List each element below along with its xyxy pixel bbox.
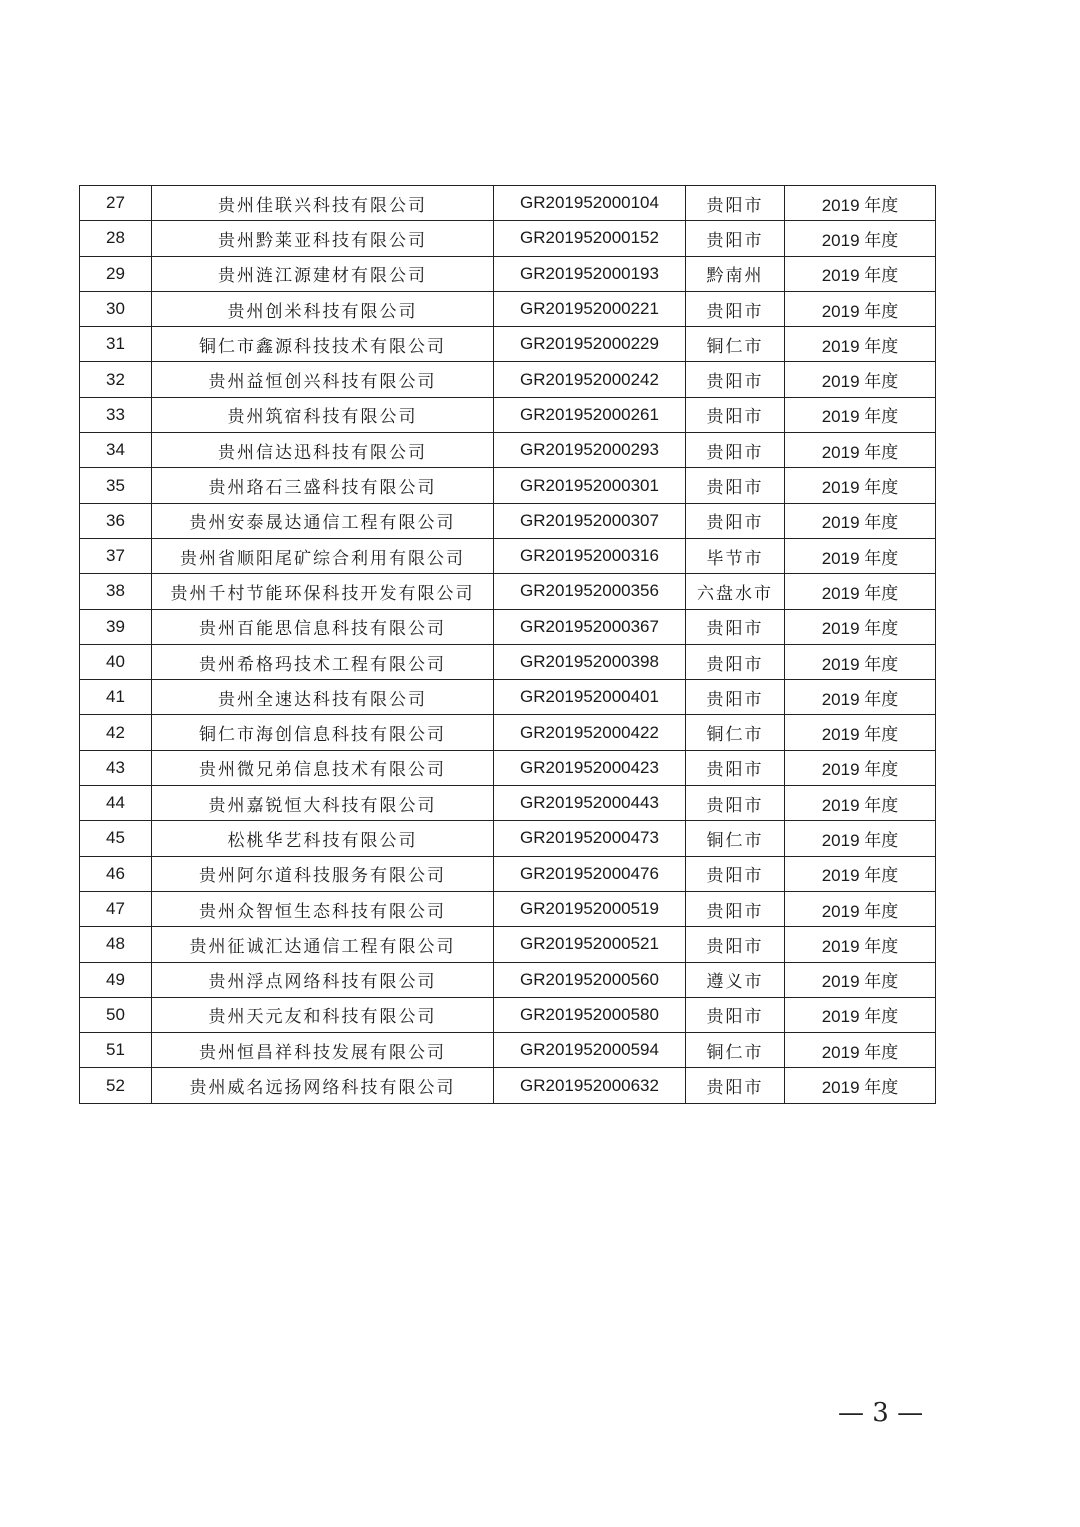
row-number-cell: 49 (80, 962, 152, 997)
table-row (80, 856, 936, 891)
year-cell: 2019 年度 (785, 891, 936, 926)
table-row (80, 186, 936, 221)
year-cell: 2019 年度 (785, 538, 936, 573)
year-cell: 2019 年度 (785, 1033, 936, 1068)
city-cell: 毕节市 (686, 538, 785, 573)
certificate-code-cell: GR201952000473 (494, 821, 686, 856)
table-row (80, 503, 936, 538)
company-table (79, 185, 936, 1104)
year-cell: 2019 年度 (785, 327, 936, 362)
company-name-cell: 贵州希格玛技术工程有限公司 (152, 644, 494, 679)
company-name-cell: 贵州天元友和科技有限公司 (152, 997, 494, 1032)
company-name-cell: 贵州恒昌祥科技发展有限公司 (152, 1033, 494, 1068)
company-name-cell: 贵州微兄弟信息技术有限公司 (152, 750, 494, 785)
year-cell: 2019 年度 (785, 962, 936, 997)
city-cell: 贵阳市 (686, 786, 785, 821)
year-cell: 2019 年度 (785, 750, 936, 785)
year-cell: 2019 年度 (785, 644, 936, 679)
certificate-code-cell: GR201952000242 (494, 362, 686, 397)
city-cell: 铜仁市 (686, 821, 785, 856)
certificate-code-cell: GR201952000261 (494, 397, 686, 432)
certificate-code-cell: GR201952000423 (494, 750, 686, 785)
row-number-cell: 50 (80, 997, 152, 1032)
company-name-cell: 贵州信达迅科技有限公司 (152, 433, 494, 468)
company-name-cell: 贵州众智恒生态科技有限公司 (152, 891, 494, 926)
table-row (80, 291, 936, 326)
table-row (80, 891, 936, 926)
row-number-cell: 27 (80, 186, 152, 221)
certificate-code-cell: GR201952000356 (494, 574, 686, 609)
company-table-body (80, 186, 936, 1104)
table-row (80, 715, 936, 750)
table-row (80, 786, 936, 821)
city-cell: 贵阳市 (686, 927, 785, 962)
year-cell: 2019 年度 (785, 362, 936, 397)
row-number-cell: 33 (80, 397, 152, 432)
year-cell: 2019 年度 (785, 186, 936, 221)
certificate-code-cell: GR201952000398 (494, 644, 686, 679)
city-cell: 贵阳市 (686, 644, 785, 679)
table-row (80, 821, 936, 856)
city-cell: 贵阳市 (686, 221, 785, 256)
table-row (80, 397, 936, 432)
certificate-code-cell: GR201952000316 (494, 538, 686, 573)
certificate-code-cell: GR201952000221 (494, 291, 686, 326)
year-cell: 2019 年度 (785, 680, 936, 715)
city-cell: 贵阳市 (686, 397, 785, 432)
city-cell: 贵阳市 (686, 433, 785, 468)
table-row (80, 362, 936, 397)
company-name-cell: 松桃华艺科技有限公司 (152, 821, 494, 856)
city-cell: 贵阳市 (686, 856, 785, 891)
table-row (80, 962, 936, 997)
certificate-code-cell: GR201952000594 (494, 1033, 686, 1068)
city-cell: 贵阳市 (686, 609, 785, 644)
certificate-code-cell: GR201952000560 (494, 962, 686, 997)
company-name-cell: 铜仁市海创信息科技有限公司 (152, 715, 494, 750)
row-number-cell: 29 (80, 256, 152, 291)
table-row (80, 927, 936, 962)
table-row (80, 680, 936, 715)
table-row (80, 468, 936, 503)
row-number-cell: 36 (80, 503, 152, 538)
row-number-cell: 34 (80, 433, 152, 468)
row-number-cell: 48 (80, 927, 152, 962)
row-number-cell: 42 (80, 715, 152, 750)
city-cell: 铜仁市 (686, 327, 785, 362)
city-cell: 贵阳市 (686, 750, 785, 785)
row-number-cell: 45 (80, 821, 152, 856)
company-name-cell: 贵州创米科技有限公司 (152, 291, 494, 326)
table-row (80, 538, 936, 573)
table-row (80, 574, 936, 609)
certificate-code-cell: GR201952000401 (494, 680, 686, 715)
city-cell: 铜仁市 (686, 715, 785, 750)
company-name-cell: 铜仁市鑫源科技技术有限公司 (152, 327, 494, 362)
city-cell: 贵阳市 (686, 997, 785, 1032)
city-cell: 遵义市 (686, 962, 785, 997)
company-name-cell: 贵州浮点网络科技有限公司 (152, 962, 494, 997)
certificate-code-cell: GR201952000521 (494, 927, 686, 962)
table-row (80, 256, 936, 291)
row-number-cell: 30 (80, 291, 152, 326)
certificate-code-cell: GR201952000580 (494, 997, 686, 1032)
city-cell: 贵阳市 (686, 186, 785, 221)
year-cell: 2019 年度 (785, 221, 936, 256)
row-number-cell: 28 (80, 221, 152, 256)
certificate-code-cell: GR201952000632 (494, 1068, 686, 1103)
year-cell: 2019 年度 (785, 397, 936, 432)
table-row (80, 433, 936, 468)
row-number-cell: 40 (80, 644, 152, 679)
table-row (80, 750, 936, 785)
year-cell: 2019 年度 (785, 786, 936, 821)
year-cell: 2019 年度 (785, 574, 936, 609)
company-name-cell: 贵州嘉锐恒大科技有限公司 (152, 786, 494, 821)
year-cell: 2019 年度 (785, 997, 936, 1032)
company-name-cell: 贵州百能思信息科技有限公司 (152, 609, 494, 644)
row-number-cell: 47 (80, 891, 152, 926)
year-cell: 2019 年度 (785, 503, 936, 538)
year-cell: 2019 年度 (785, 927, 936, 962)
city-cell: 贵阳市 (686, 1068, 785, 1103)
year-cell: 2019 年度 (785, 468, 936, 503)
year-cell: 2019 年度 (785, 433, 936, 468)
certificate-code-cell: GR201952000152 (494, 221, 686, 256)
year-cell: 2019 年度 (785, 821, 936, 856)
city-cell: 贵阳市 (686, 291, 785, 326)
city-cell: 贵阳市 (686, 503, 785, 538)
city-cell: 贵阳市 (686, 680, 785, 715)
year-cell: 2019 年度 (785, 609, 936, 644)
company-name-cell: 贵州安泰晟达通信工程有限公司 (152, 503, 494, 538)
certificate-code-cell: GR201952000301 (494, 468, 686, 503)
row-number-cell: 41 (80, 680, 152, 715)
page-number: — 3 — (838, 1398, 924, 1428)
company-name-cell: 贵州黔莱亚科技有限公司 (152, 221, 494, 256)
company-name-cell: 贵州省顺阳尾矿综合利用有限公司 (152, 538, 494, 573)
row-number-cell: 43 (80, 750, 152, 785)
certificate-code-cell: GR201952000229 (494, 327, 686, 362)
year-cell: 2019 年度 (785, 715, 936, 750)
certificate-code-cell: GR201952000476 (494, 856, 686, 891)
city-cell: 黔南州 (686, 256, 785, 291)
table-row (80, 644, 936, 679)
table-row (80, 1068, 936, 1103)
company-name-cell: 贵州征诚汇达通信工程有限公司 (152, 927, 494, 962)
table-row (80, 221, 936, 256)
row-number-cell: 44 (80, 786, 152, 821)
city-cell: 贵阳市 (686, 468, 785, 503)
year-cell: 2019 年度 (785, 856, 936, 891)
certificate-code-cell: GR201952000307 (494, 503, 686, 538)
company-name-cell: 贵州筑宿科技有限公司 (152, 397, 494, 432)
row-number-cell: 52 (80, 1068, 152, 1103)
company-name-cell: 贵州威名远扬网络科技有限公司 (152, 1068, 494, 1103)
certificate-code-cell: GR201952000443 (494, 786, 686, 821)
city-cell: 铜仁市 (686, 1033, 785, 1068)
row-number-cell: 39 (80, 609, 152, 644)
city-cell: 六盘水市 (686, 574, 785, 609)
table-row (80, 997, 936, 1032)
city-cell: 贵阳市 (686, 362, 785, 397)
company-name-cell: 贵州阿尔道科技服务有限公司 (152, 856, 494, 891)
year-cell: 2019 年度 (785, 1068, 936, 1103)
row-number-cell: 35 (80, 468, 152, 503)
certificate-code-cell: GR201952000519 (494, 891, 686, 926)
city-cell: 贵阳市 (686, 891, 785, 926)
year-cell: 2019 年度 (785, 256, 936, 291)
table-row (80, 609, 936, 644)
row-number-cell: 31 (80, 327, 152, 362)
company-name-cell: 贵州益恒创兴科技有限公司 (152, 362, 494, 397)
certificate-code-cell: GR201952000293 (494, 433, 686, 468)
row-number-cell: 38 (80, 574, 152, 609)
table-row (80, 1033, 936, 1068)
table-row (80, 327, 936, 362)
company-name-cell: 贵州涟江源建材有限公司 (152, 256, 494, 291)
certificate-code-cell: GR201952000367 (494, 609, 686, 644)
company-name-cell: 贵州佳联兴科技有限公司 (152, 186, 494, 221)
company-name-cell: 贵州千村节能环保科技开发有限公司 (152, 574, 494, 609)
row-number-cell: 32 (80, 362, 152, 397)
certificate-code-cell: GR201952000104 (494, 186, 686, 221)
company-name-cell: 贵州全速达科技有限公司 (152, 680, 494, 715)
certificate-code-cell: GR201952000422 (494, 715, 686, 750)
certificate-code-cell: GR201952000193 (494, 256, 686, 291)
company-name-cell: 贵州珞石三盛科技有限公司 (152, 468, 494, 503)
year-cell: 2019 年度 (785, 291, 936, 326)
row-number-cell: 51 (80, 1033, 152, 1068)
row-number-cell: 46 (80, 856, 152, 891)
row-number-cell: 37 (80, 538, 152, 573)
